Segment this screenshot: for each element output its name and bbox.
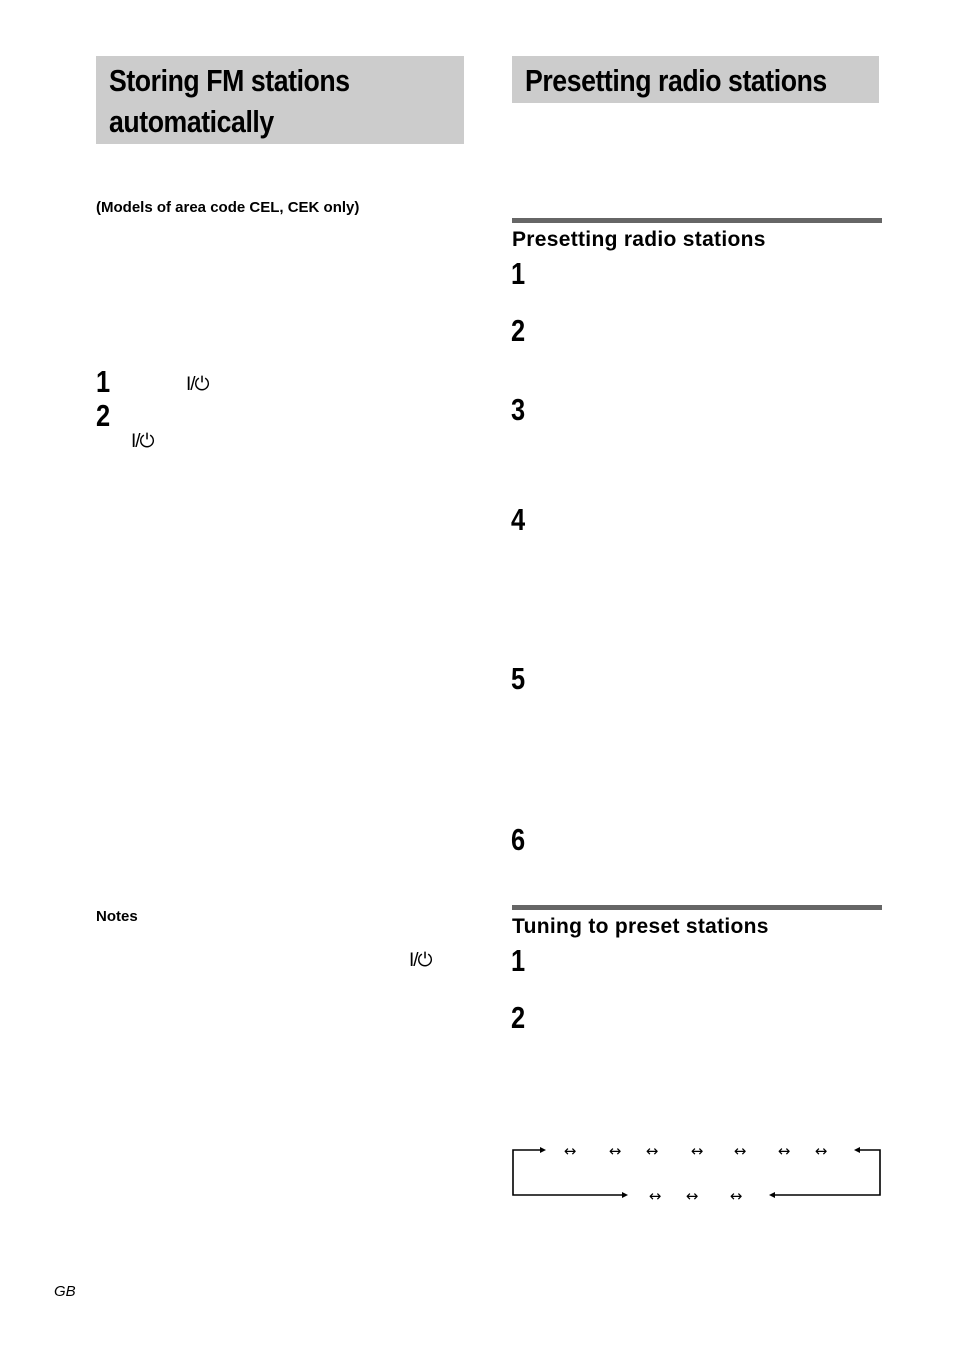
cycle-loop-line bbox=[775, 1150, 880, 1195]
double-arrow-icon: ↔ bbox=[690, 1142, 704, 1160]
tuning-step-2-number: 2 bbox=[511, 1000, 526, 1035]
tuning-step-1-number: 1 bbox=[511, 943, 526, 978]
preset-step-6-number: 6 bbox=[511, 822, 526, 857]
left-step-1 bbox=[96, 366, 113, 398]
right-title-box bbox=[512, 56, 879, 103]
power-icon: I/⏻ bbox=[409, 950, 432, 971]
preset-cycle-diagram bbox=[510, 1140, 885, 1202]
preset-step-5 bbox=[511, 663, 528, 695]
left-title-line1: Storing FM stations bbox=[109, 63, 350, 98]
double-arrow-icon: ↔ bbox=[608, 1142, 622, 1160]
preset-step-2 bbox=[511, 315, 528, 347]
double-arrow-icon: ↔ bbox=[645, 1142, 659, 1160]
power-icon: I/⏻ bbox=[186, 374, 209, 395]
double-arrow-icon: ↔ bbox=[648, 1187, 662, 1202]
arrow-head-right-icon bbox=[540, 1147, 546, 1153]
section-heading-tuning: Tuning to preset stations bbox=[512, 915, 769, 938]
section-heading-presetting: Presetting radio stations bbox=[512, 228, 766, 251]
preset-step-3-number: 3 bbox=[511, 392, 526, 427]
arrow-head-left-icon bbox=[769, 1192, 775, 1198]
left-title-line2: automatically bbox=[109, 104, 274, 139]
preset-step-1-number: 1 bbox=[511, 256, 526, 291]
double-arrow-icon: ↔ bbox=[733, 1142, 747, 1160]
section-divider bbox=[512, 905, 882, 910]
left-step-2 bbox=[96, 400, 113, 432]
double-arrow-icon: ↔ bbox=[814, 1142, 828, 1160]
preset-step-6 bbox=[511, 824, 528, 856]
left-step-1-number: 1 bbox=[96, 364, 111, 399]
double-arrow-icon: ↔ bbox=[777, 1142, 791, 1160]
double-arrow-icon: ↔ bbox=[563, 1142, 577, 1160]
preset-step-1 bbox=[511, 258, 528, 290]
double-arrow-icon: ↔ bbox=[729, 1187, 743, 1202]
double-arrow-icon: ↔ bbox=[685, 1187, 699, 1202]
preset-step-4 bbox=[511, 504, 528, 536]
notes-heading: Notes bbox=[96, 908, 138, 925]
tuning-step-1 bbox=[511, 945, 528, 977]
arrow-head-left-icon bbox=[854, 1147, 860, 1153]
left-step-2-number: 2 bbox=[96, 398, 111, 433]
section-divider bbox=[512, 218, 882, 223]
models-note: (Models of area code CEL, CEK only) bbox=[96, 199, 360, 216]
power-icon: I/⏻ bbox=[131, 431, 154, 452]
preset-step-3 bbox=[511, 394, 528, 426]
right-title: Presetting radio stations bbox=[525, 63, 827, 98]
preset-step-4-number: 4 bbox=[511, 502, 526, 537]
preset-step-2-number: 2 bbox=[511, 313, 526, 348]
preset-step-5-number: 5 bbox=[511, 661, 526, 696]
page-language-label: GB bbox=[54, 1283, 76, 1300]
tuning-step-2 bbox=[511, 1002, 528, 1034]
left-title-box bbox=[96, 56, 464, 144]
arrow-head-right-icon bbox=[622, 1192, 628, 1198]
